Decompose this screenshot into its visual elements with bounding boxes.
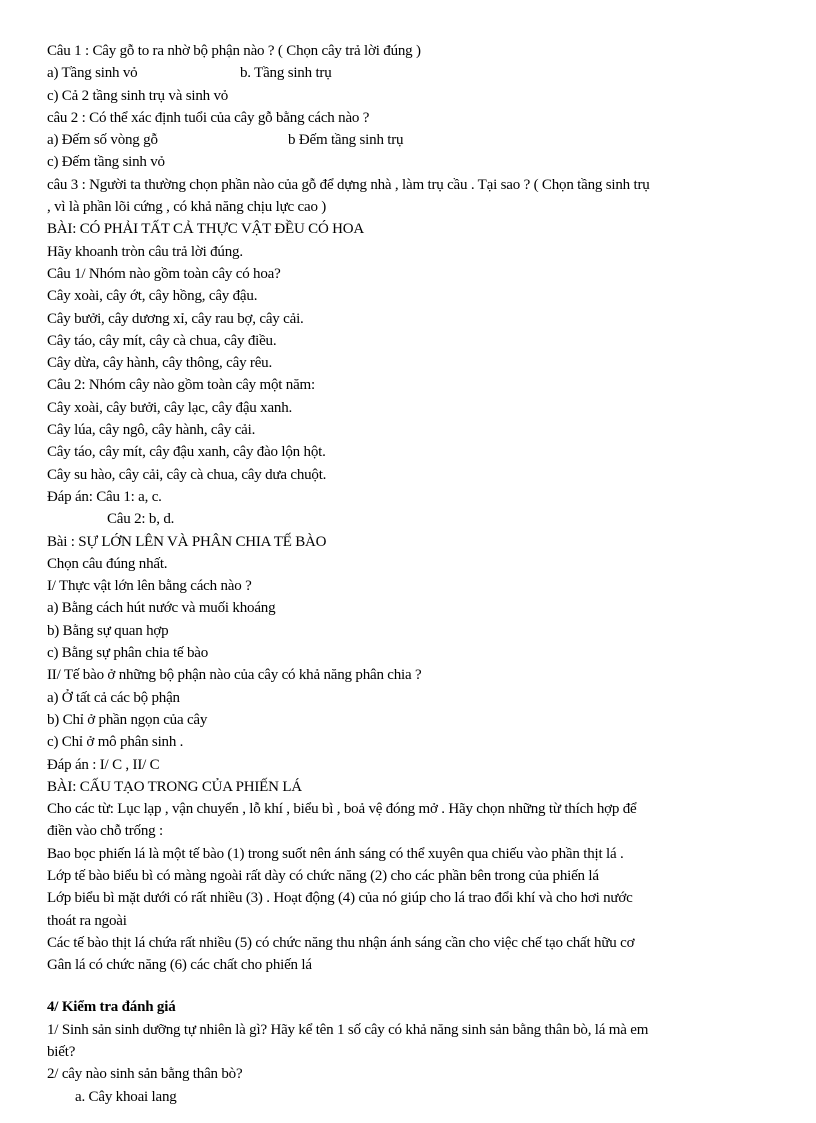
- text-line: [47, 285, 777, 307]
- line-text: a) Bằng cách hút nước và muối khoáng: [47, 600, 276, 617]
- text-line: [47, 976, 777, 996]
- text-line: [47, 910, 777, 932]
- text-line: [47, 196, 777, 218]
- line-text: 4/ Kiểm tra đánh giá: [47, 999, 176, 1016]
- line-text: Cây su hào, cây cải, cây cà chua, cây dưa chuột.: [47, 466, 327, 483]
- line-text: , vì là phần lõi cứng , có khả năng chịu lực cao ): [47, 199, 327, 216]
- line-text: Cây bưởi, cây dương xỉ, cây rau bợ, cây cải.: [47, 310, 304, 327]
- text-line: [47, 508, 777, 530]
- text-line: [47, 954, 777, 976]
- line-text: Cây xoài, cây ớt, cây hồng, cây đậu.: [47, 288, 258, 305]
- text-line: [47, 1019, 777, 1041]
- line-text: a. Cây khoai lang: [75, 1088, 177, 1105]
- text-line: [47, 263, 777, 285]
- line-text: Gân lá có chức năng (6) các chất cho phiến lá: [47, 957, 312, 974]
- line-text: Cây táo, cây mít, cây đậu xanh, cây đào lộn hột.: [47, 444, 326, 461]
- text-line: [47, 62, 777, 84]
- line-text: Bài : SỰ LỚN LÊN VÀ PHÂN CHIA TẾ BÀO: [47, 533, 327, 550]
- text-line: [47, 397, 777, 419]
- text-line: [47, 531, 777, 553]
- line-text: BÀI: CÓ PHẢI TẤT CẢ THỰC VẬT ĐỀU CÓ HOA: [47, 221, 365, 238]
- text-line: [47, 241, 777, 263]
- text-line: [47, 597, 777, 619]
- line-text: Hãy khoanh tròn câu trả lời đúng.: [47, 243, 243, 260]
- text-line: [47, 553, 777, 575]
- text-line: [47, 642, 777, 664]
- line-text: Cây xoài, cây bưởi, cây lạc, cây đậu xanh.: [47, 399, 293, 416]
- text-line: [47, 575, 777, 597]
- text-line: [47, 374, 777, 396]
- text-line: [47, 820, 777, 842]
- line-text: thoát ra ngoài: [47, 912, 127, 929]
- text-line: [47, 1041, 777, 1063]
- line-text: 2/ cây nào sinh sản bằng thân bò?: [47, 1066, 243, 1083]
- line-text: biết?: [47, 1044, 76, 1061]
- line-text: a) Ở tất cả các bộ phận: [47, 689, 180, 706]
- line-text: b) Chỉ ở phần ngọn của cây: [47, 711, 208, 728]
- option-text: b. Tầng sinh trụ: [240, 65, 332, 82]
- text-line: [47, 107, 777, 129]
- line-text: Lớp tế bào biểu bì có màng ngoài rất dày có chức năng (2) cho các phần bên trong của phiến lá: [47, 867, 599, 884]
- line-text: Chọn câu đúng nhất.: [47, 555, 168, 572]
- text-line: [47, 798, 777, 820]
- text-line: [47, 932, 777, 954]
- line-text: câu 3 : Người ta thường chọn phần nào của gỗ để dựng nhà , làm trụ cầu . Tại sao ? ( Chọn tầng sinh trụ: [47, 176, 650, 193]
- text-line: [47, 1063, 777, 1085]
- line-text: Các tế bào thịt lá chứa rất nhiều (5) có chức năng thu nhận ánh sáng cần cho việc chế tạo chất hữu cơ: [47, 934, 635, 951]
- text-line: [47, 754, 777, 776]
- text-line: [47, 129, 777, 151]
- text-line: [47, 843, 777, 865]
- text-line: [47, 887, 777, 909]
- text-line: [47, 664, 777, 686]
- text-line: [47, 419, 777, 441]
- line-text: Câu 2: Nhóm cây nào gồm toàn cây một năm:: [47, 377, 315, 394]
- text-line: [47, 151, 777, 173]
- line-text: Câu 1 : Cây gỗ to ra nhờ bộ phận nào ? ( Chọn cây trả lời đúng ): [47, 43, 421, 59]
- line-text: điền vào chỗ trống :: [47, 823, 163, 840]
- text-line: [47, 731, 777, 753]
- line-text: Cây lúa, cây ngô, cây hành, cây cải.: [47, 422, 256, 439]
- text-line: [47, 352, 777, 374]
- text-line: [47, 687, 777, 709]
- line-text: a) Tầng sinh vỏ: [47, 65, 138, 82]
- line-text: Cây dừa, cây hành, cây thông, cây rêu.: [47, 355, 273, 372]
- text-line: [47, 464, 777, 486]
- line-text: Câu 2: b, d.: [107, 511, 175, 528]
- line-text: a) Đếm số vòng gỗ: [47, 132, 158, 149]
- line-text: II/ Tế bào ở những bộ phận nào của cây có khả năng phân chia ?: [47, 667, 422, 684]
- line-text: c) Đếm tầng sinh vỏ: [47, 154, 165, 171]
- text-line: [47, 620, 777, 642]
- text-line: [47, 441, 777, 463]
- line-text: c) Cả 2 tầng sinh trụ và sinh vỏ: [47, 87, 229, 104]
- line-text: Lớp biểu bì mặt dưới có rất nhiều (3) . Hoạt động (4) của nó giúp cho lá trao đổi khí và cho hơi nước: [47, 890, 633, 907]
- line-text: I/ Thực vật lớn lên bằng cách nào ?: [47, 578, 252, 595]
- line-text: Bao bọc phiến lá là một tế bào (1) trong suốt nên ánh sáng có thể xuyên qua chiếu vào phần thịt lá .: [47, 845, 624, 862]
- text-line: [47, 308, 777, 330]
- text-line: [47, 865, 777, 887]
- document-page: [47, 40, 777, 1108]
- option-text: b Đếm tầng sinh trụ: [288, 132, 404, 149]
- text-line: [47, 174, 777, 196]
- line-text: 1/ Sinh sản sinh dưỡng tự nhiên là gì? Hãy kể tên 1 số cây có khả năng sinh sản bằng thân bò, lá mà em: [47, 1021, 649, 1038]
- line-text: c) Chỉ ở mô phân sinh .: [47, 734, 184, 751]
- text-line: [47, 486, 777, 508]
- line-text: BÀI: CẤU TẠO TRONG CỦA PHIẾN LÁ: [47, 778, 302, 795]
- line-text: b) Bằng sự quan hợp: [47, 622, 169, 639]
- line-text: câu 2 : Có thể xác định tuổi của cây gỗ bằng cách nào ?: [47, 109, 370, 126]
- text-line: [47, 85, 777, 107]
- text-line: [47, 218, 777, 240]
- line-text: c) Bằng sự phân chia tế bào: [47, 645, 209, 662]
- text-line: [47, 330, 777, 352]
- line-text: Câu 1/ Nhóm nào gồm toàn cây có hoa?: [47, 265, 281, 282]
- section-heading: [47, 996, 777, 1018]
- line-text: Cho các từ: Lục lạp , vận chuyển , lỗ khí , biểu bì , boả vệ đóng mở . Hãy chọn những từ thích hợp để: [47, 801, 637, 818]
- line-text: Cây táo, cây mít, cây cà chua, cây điều.: [47, 332, 277, 349]
- line-text: Đáp án : I/ C , II/ C: [47, 756, 160, 773]
- text-line: [47, 776, 777, 798]
- line-text: Đáp án: Câu 1: a, c.: [47, 488, 162, 505]
- text-line: [47, 40, 777, 62]
- text-line: [47, 709, 777, 731]
- text-line: [47, 1086, 777, 1108]
